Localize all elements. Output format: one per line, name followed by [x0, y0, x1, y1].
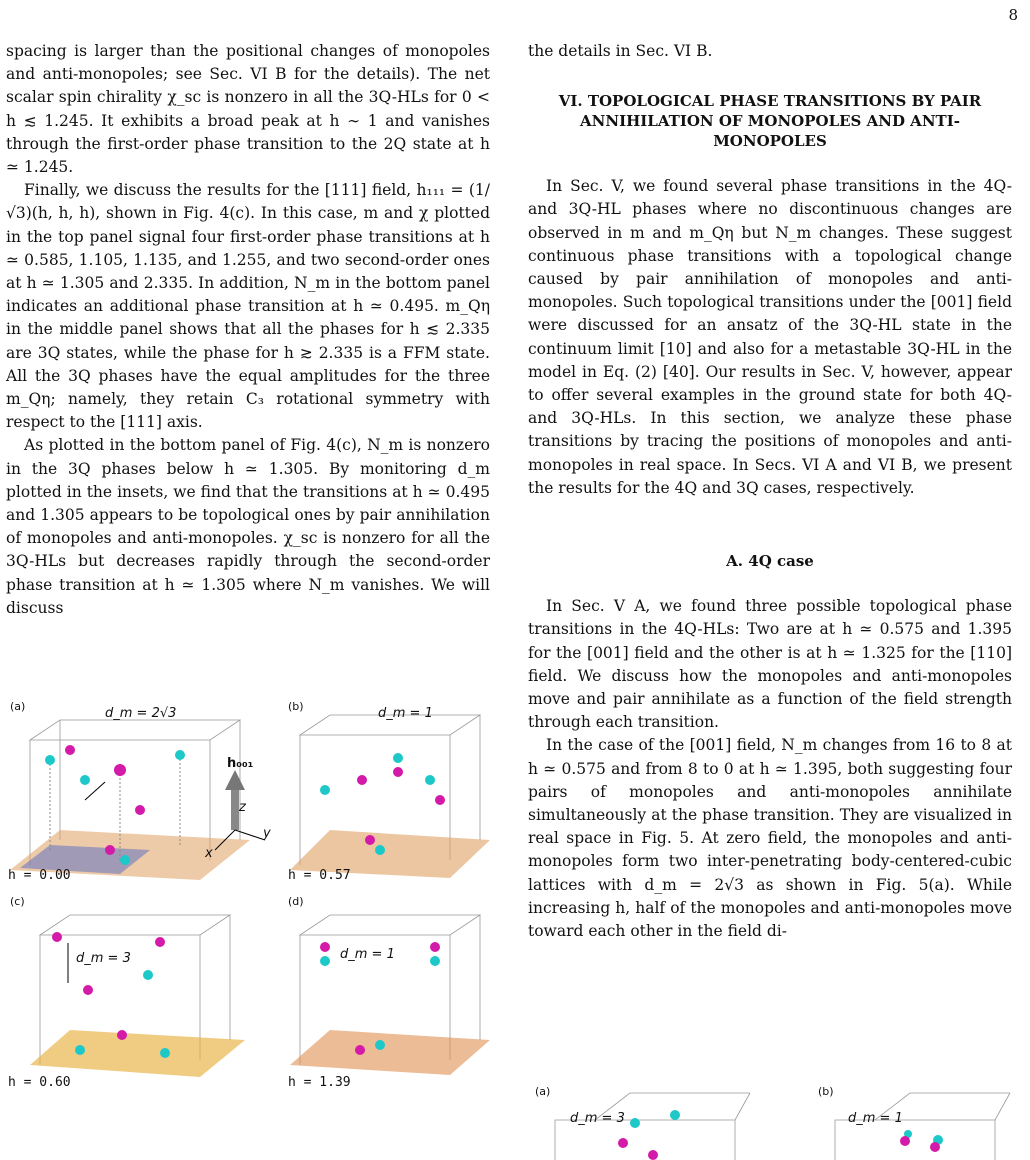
panel-label: (d): [288, 895, 304, 908]
right-column: [528, 40, 1012, 943]
paragraph: In Sec. V, we found several phase transitions in the 4Q- and 3Q-HL phases where no discontinuous changes are observed in m and m_Qη but N_m changes. These suggest continuous phase transitions with a topological change caused by pair annihilation of monopoles and anti-monopoles. Such topological transitions under the [001] field were discussed for an ansatz of the 3Q-HL state in the continuum limit [10] and also for a metastable 3Q-HL in the model in Eq. (2) [40]. Our results in Sec. V, however, appear to offer several examples in the ground state for both 4Q- and 3Q-HLs. In this section, we analyze these phase transitions by tracing the positions of monopoles and anti-monopoles in real space. In Secs. VI A and VI B, we present the results for the 4Q and 3Q cases, respectively.: [528, 177, 1012, 497]
dm-label: d_m = 2√3: [105, 706, 177, 721]
field-label: h₀₀₁: [227, 756, 254, 771]
figure-5: [535, 1085, 1025, 1160]
dm-label: d_m = 1: [378, 706, 433, 721]
h-label: h = 0.57: [288, 868, 351, 883]
subsection-title: A. 4Q case: [726, 552, 814, 571]
h-label: h = 0.00: [8, 868, 71, 883]
panel-label: (b): [288, 700, 304, 713]
panel-c-plot: [0, 895, 280, 1095]
paragraph: In Sec. V A, we found three possible topological phase transitions in the 4Q-HLs: Two are at h ≃ 0.575 and 1.395 for the [001] field and the other is at h ≃ 1.325 for the [110] field. We discuss how the monopoles and anti-monopoles move and pair annihilate as a function of the field strength through each transition.: [528, 597, 1012, 732]
paragraph: Finally, we discuss the results for the [111] field, h₁₁₁ = (1/√3)(h, h, h), shown in Fig. 4(c). In this case, m and χ plotted in the top panel signal four first-order phase transitions at h ≃ 0.585, 1.105, 1.135, and 1.255, and two second-order ones at h ≃ 1.305 and 2.335. In addition, N_m in the bottom panel indicates an additional phase transition at h ≃ 0.495. m_Qη in the middle panel shows that all the phases for h ≲ 2.335 are 3Q states, while the phase for h ≳ 2.335 is a FFM state. All the 3Q phases have the equal amplitudes for the three m_Qη; namely, they retain C₃ rotational symmetry with respect to the [111] axis.: [6, 181, 490, 432]
panel-label: (c): [10, 895, 25, 908]
panel-label: (b): [818, 1085, 834, 1098]
paragraph: As plotted in the bottom panel of Fig. 4(c), N_m is nonzero in the 3Q phases below h ≃ 1.305. By monitoring d_m plotted in the insets, we find that the transitions at h ≃ 0.495 and 1.305 appears to be topological ones by pair annihilation of monopoles and anti-monopoles. χ_sc is nonzero for all the 3Q-HLs but decreases rapidly through the second-order phase transition at h ≃ 1.305 where N_m vanishes. We will discuss: [6, 436, 490, 617]
z-axis-label: z: [239, 800, 246, 815]
section-title: VI. TOPOLOGICAL PHASE TRANSITIONS BY PAIR ANNIHILATION OF MONOPOLES AND ANTI-MONOPOLES: [558, 92, 982, 151]
dm-label: d_m = 1: [848, 1111, 903, 1126]
paragraph: In the case of the [001] field, N_m changes from 16 to 8 at h ≃ 0.575 and from 8 to 0 at h ≃ 1.395, both suggesting four pairs of monopoles and anti-monopoles annihilate simultaneously at the phase transition. They are visualized in real space in Fig. 5. At zero field, the monopoles and anti-monopoles form two inter-penetrating body-centered-cubic lattices with d_m = 2√3 as shown in Fig. 5(a). While increasing h, half of the monopoles and anti-monopoles move toward each other in the field di-: [528, 736, 1012, 941]
y-axis-label: y: [263, 826, 271, 841]
figure-panel-b: [280, 700, 500, 890]
figure-4: [0, 700, 500, 1090]
figure-panel-c: [0, 895, 280, 1095]
left-column: [6, 40, 490, 620]
panel-label: (a): [535, 1085, 551, 1098]
paragraph: spacing is larger than the positional changes of monopoles and anti-monopoles; see Sec. VI B for the details). The net scalar spin chirality χ_sc is nonzero in all the 3Q-HLs for 0 < h ≲ 1.245. It exhibits a broad peak at h ∼ 1 and vanishes through the first-order phase transition to the 2Q state at h ≃ 1.245.: [6, 42, 490, 177]
panel-label: (a): [10, 700, 26, 713]
dm-label: d_m = 1: [340, 947, 395, 962]
page-number: 8: [1008, 6, 1018, 24]
panel-d-plot: [280, 895, 500, 1095]
figure-panel-d: [280, 895, 500, 1095]
panel-b-plot: [280, 700, 500, 890]
dm-label: d_m = 3: [76, 951, 131, 966]
field-arrow: [205, 756, 275, 861]
dm-label: d_m = 3: [570, 1111, 625, 1126]
h-label: h = 1.39: [288, 1075, 351, 1090]
paragraph: the details in Sec. VI B.: [528, 42, 713, 60]
h-label: h = 0.60: [8, 1075, 71, 1090]
x-axis-label: x: [205, 846, 213, 861]
